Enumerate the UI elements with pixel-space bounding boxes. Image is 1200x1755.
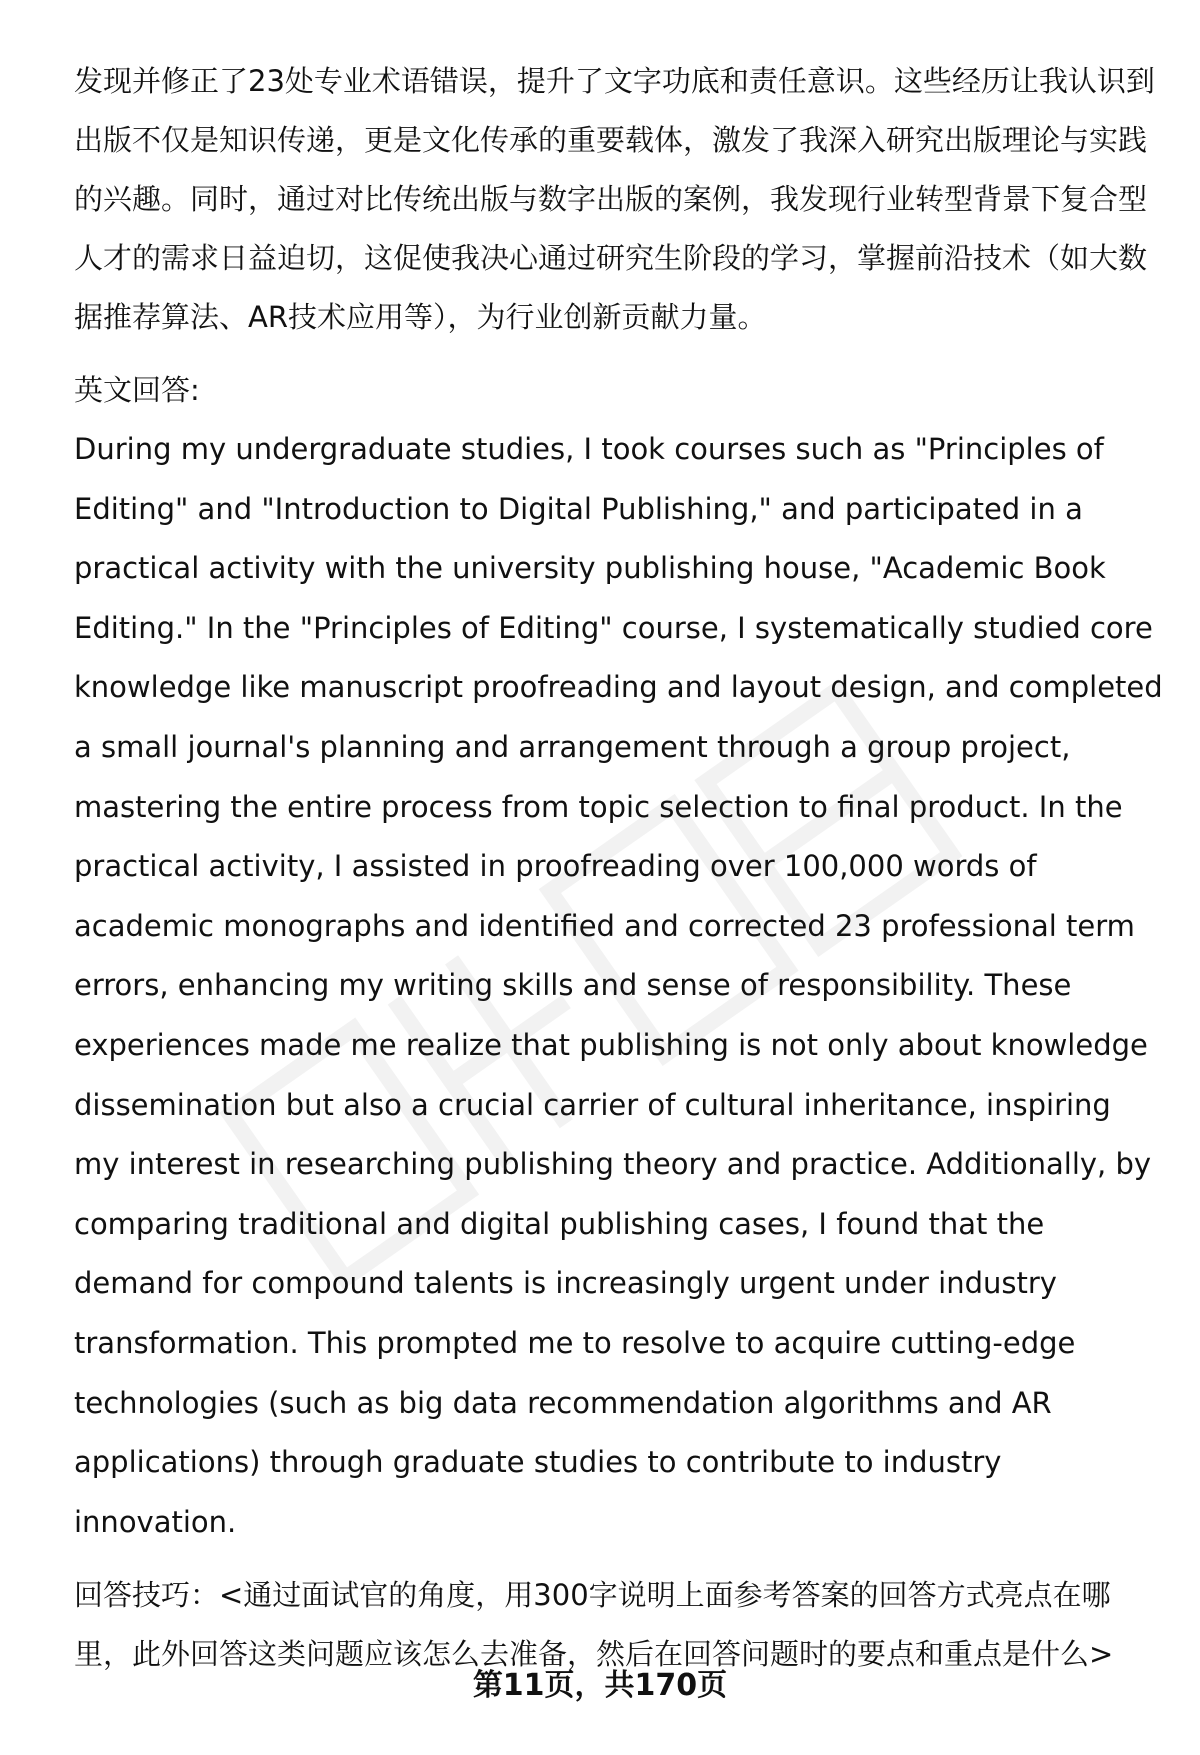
chinese-answer-paragraph: 发现并修正了23处专业术语错误，提升了文字功底和责任意识。这些经历让我认识到出版不仅是知识传递，更是文化传承的重要载体，激发了我深入研究出版理论与实践的兴趣。同时，通过对比传统出版与数字出版的案例，我发现行业转型背景下复合型人才的需求日益迫切，这促使我决心通过研究生阶段的学习，掌握前沿技术（如大数据推荐算法、AR技术应用等），为行业创新贡献力量。 (74, 64, 1155, 334)
document-body (74, 52, 1164, 1684)
english-answer-paragraph: During my undergraduate studies, I took courses such as "Principles of Editing" and "Introduction to Digital Publishing," and participated in a practical activity with the university publishing house, "Academic Book Editing." In the "Principles of Editing" course, I systematically studied core knowledge like manuscript proofreading and layout design, and completed a small journal's planning and arrangement through a group project, mastering the entire process from topic selection to final product. In the practical activity, I assisted in proofreading over 100,000 words of academic monographs and identified and corrected 23 professional term errors, enhancing my writing skills and sense of responsibility. These experiences made me realize that publishing is not only about knowledge dissemination but also a crucial carrier of cultural inheritance, inspiring my interest in researching publishing theory and practice. Additionally, by comparing traditional and digital publishing cases, I found that the demand for compound talents is increasingly urgent under industry transformation. This prompted me to resolve to acquire cutting-edge technologies (such as big data recommendation algorithms and AR applications) through graduate studies to contribute to industry innovation. (74, 432, 1163, 1539)
page-number-footer: 第11页，共170页 (472, 1668, 728, 1703)
answer-tips-paragraph: 回答技巧：<通过面试官的角度，用300字说明上面参考答案的回答方式亮点在哪里，此外回答这类问题应该怎么去准备，然后在回答问题时的要点和重点是什么> (74, 1578, 1114, 1672)
paragraph-spacer (74, 347, 1164, 361)
paragraph-spacer (74, 1552, 1164, 1566)
english-answer-label: 英文回答: (74, 373, 200, 407)
